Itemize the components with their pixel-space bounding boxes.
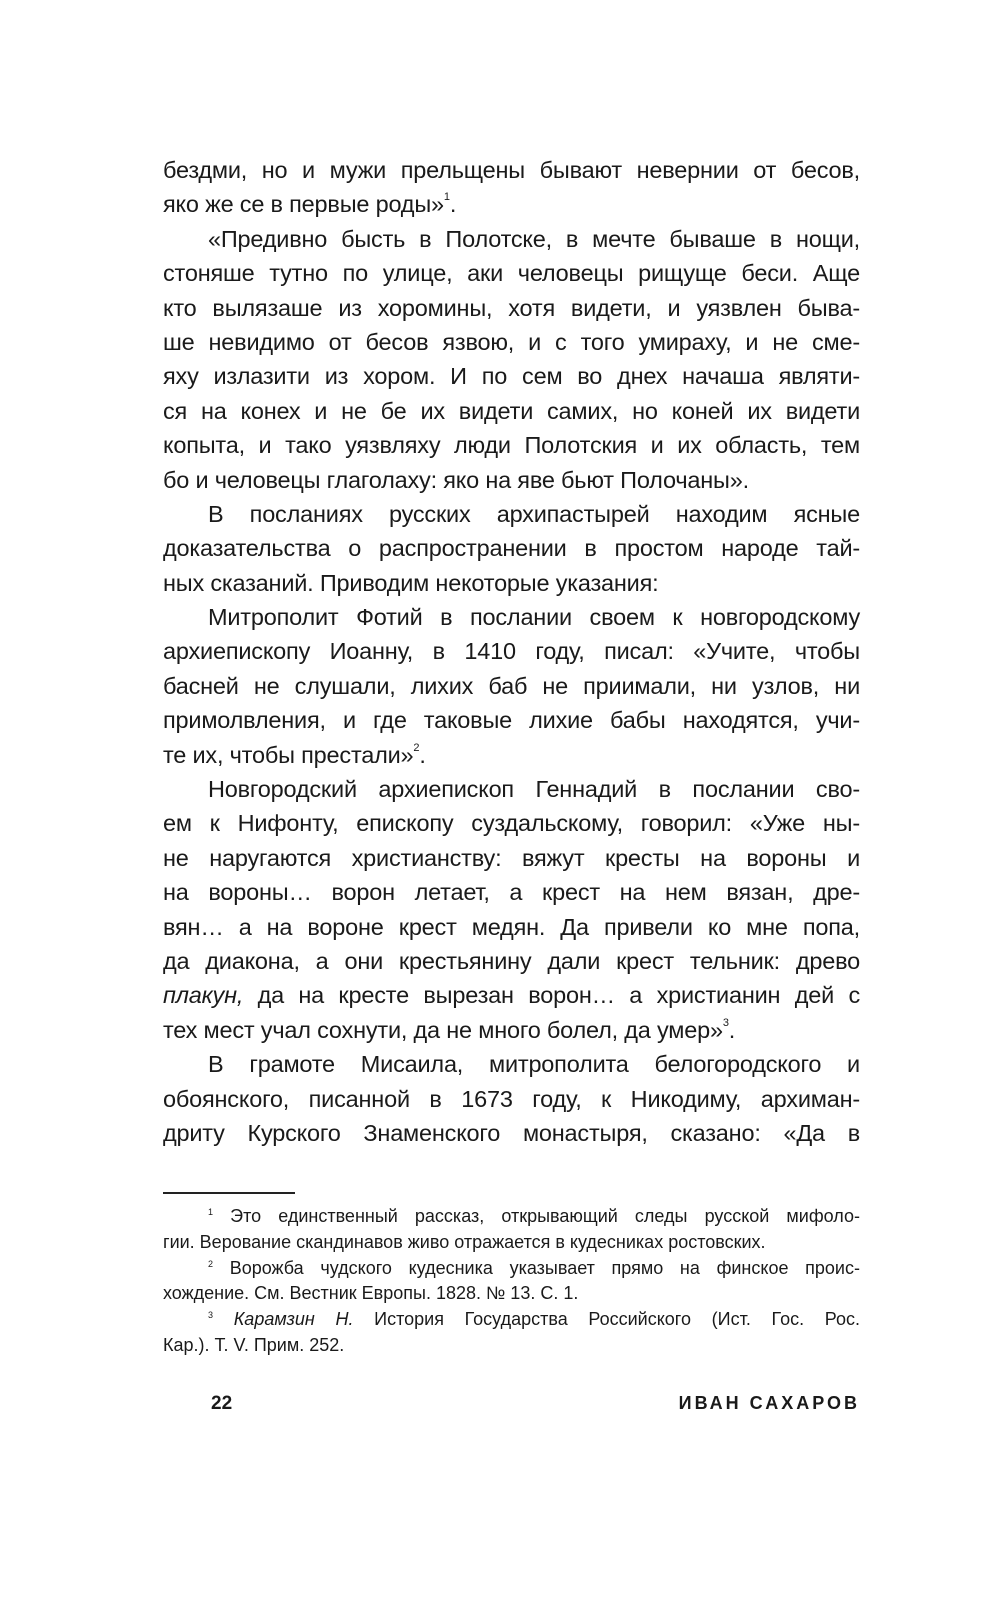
- author-name: Карамзин Н.: [233, 1309, 354, 1330]
- text-line: да диакона, а они крестьянину дали крест тельник: древо: [163, 947, 860, 974]
- text-line: «Предивно бысть в Полотске, в мечте бываше в нощи,: [208, 225, 860, 252]
- text-line: ся на конех и не бе их видети самих, но коней их видети: [163, 397, 860, 424]
- text-line: яху излазити из хором. И по сем во днех начаша являти-: [163, 363, 860, 390]
- footnote-mark: 2: [208, 1258, 214, 1269]
- text-line: [163, 978, 860, 1012]
- text-line: ем к Нифонту, епископу суздальскому, говорил: «Уже ны-: [163, 810, 860, 837]
- text-line: доказательства о распространении в простом народе тай-: [163, 535, 860, 562]
- text-line: ше невидимо от бесов язвою, и с того умираху, и не сме-: [163, 328, 860, 355]
- text-line: стоняше тутно по улице, аки человецы рищуще беси. Аще: [163, 260, 860, 287]
- text-line: бо и человецы глаголаху: яко на яве бьют Полочаны».: [163, 466, 749, 493]
- footnote-divider: [163, 1192, 295, 1194]
- text-line: [163, 738, 860, 772]
- footnotes: [163, 1204, 860, 1359]
- text-line: архиепископу Иоанну, в 1410 году, писал: «Учите, чтобы: [163, 638, 860, 665]
- footnote-ref[interactable]: 3: [722, 1016, 729, 1029]
- text: тех мест учал сохнути, да не много болел, да умер»: [163, 1016, 723, 1043]
- footnote-1-cont: гии. Верование скандинавов живо отражается в кудесниках ростовских.: [163, 1231, 766, 1252]
- text-line: В посланиях русских архипастырей находим ясные: [208, 500, 860, 527]
- text: .: [449, 191, 457, 218]
- text: .: [419, 741, 426, 768]
- text-line: басней не слушали, лихих баб не приимали, ни узлов, ни: [163, 672, 860, 699]
- text-line: В грамоте Мисаила, митрополита белогородского и: [208, 1051, 860, 1078]
- body-text: [163, 153, 860, 1150]
- footnote-3-cont: Кар.). Т. V. Прим. 252.: [163, 1334, 345, 1355]
- text-line: копыта, и тако уязвляху люди Полотския и их область, тем: [163, 432, 860, 459]
- text-line: не наругаются христианству: вяжут кресты на вороны и: [163, 844, 860, 871]
- footnote-3: [163, 1307, 860, 1333]
- text-line: на вороны… ворон летает, а крест на нем вязан, дре-: [163, 879, 860, 906]
- text-line: [163, 1013, 860, 1047]
- text: История Государства Российского (Ист. Гос. Рос.: [353, 1309, 860, 1330]
- footnote-2-cont: хождение. См. Вестник Европы. 1828. № 13. С. 1.: [163, 1283, 579, 1304]
- text: Ворожба чудского кудесника указывает прямо на финское проис-: [229, 1257, 860, 1278]
- text-line: кто вылязаше из хоромины, хотя видети, и уязвлен быва-: [163, 294, 860, 321]
- text-line: бездми, но и мужи прельщены бывают невернии от бесов,: [163, 157, 860, 183]
- footnote-mark: 1: [208, 1207, 214, 1217]
- text-line: вян… а на вороне крест медян. Да привели ко мне попа,: [163, 913, 860, 940]
- text: .: [728, 1016, 736, 1043]
- footnote-2: [163, 1256, 860, 1282]
- italic-term: плакун,: [163, 982, 244, 1009]
- footnote-ref[interactable]: 1: [443, 191, 450, 204]
- text: яко же се в первые роды»: [163, 191, 444, 218]
- running-footer-author: ИВАН САХАРОВ: [678, 1393, 860, 1413]
- page-number: 22: [211, 1393, 233, 1414]
- footnote-1: [163, 1204, 860, 1230]
- text-line: обоянского, писанной в 1673 году, к Никодиму, архиман-: [163, 1085, 860, 1112]
- text-line: ных сказаний. Приводим некоторые указания:: [163, 569, 659, 596]
- text: Это единственный рассказ, открывающий следы русской мифоло-: [230, 1206, 860, 1226]
- footnote-mark: 3: [208, 1310, 214, 1321]
- footnote-ref[interactable]: 2: [413, 741, 420, 754]
- text-line: примолвления, и где таковые лихие бабы находятся, учи-: [163, 707, 860, 734]
- text-line: дриту Курского Знаменского монастыря, сказано: «Да в: [163, 1119, 860, 1146]
- text: те их, чтобы престали»: [163, 741, 414, 768]
- text-line: Митрополит Фотий в послании своем к новгородскому: [208, 604, 860, 631]
- text-line: [163, 187, 860, 221]
- text: да на кресте вырезан ворон… а христианин дей с: [243, 982, 860, 1009]
- text-line: Новгородский архиепископ Геннадий в послании сво-: [208, 776, 860, 803]
